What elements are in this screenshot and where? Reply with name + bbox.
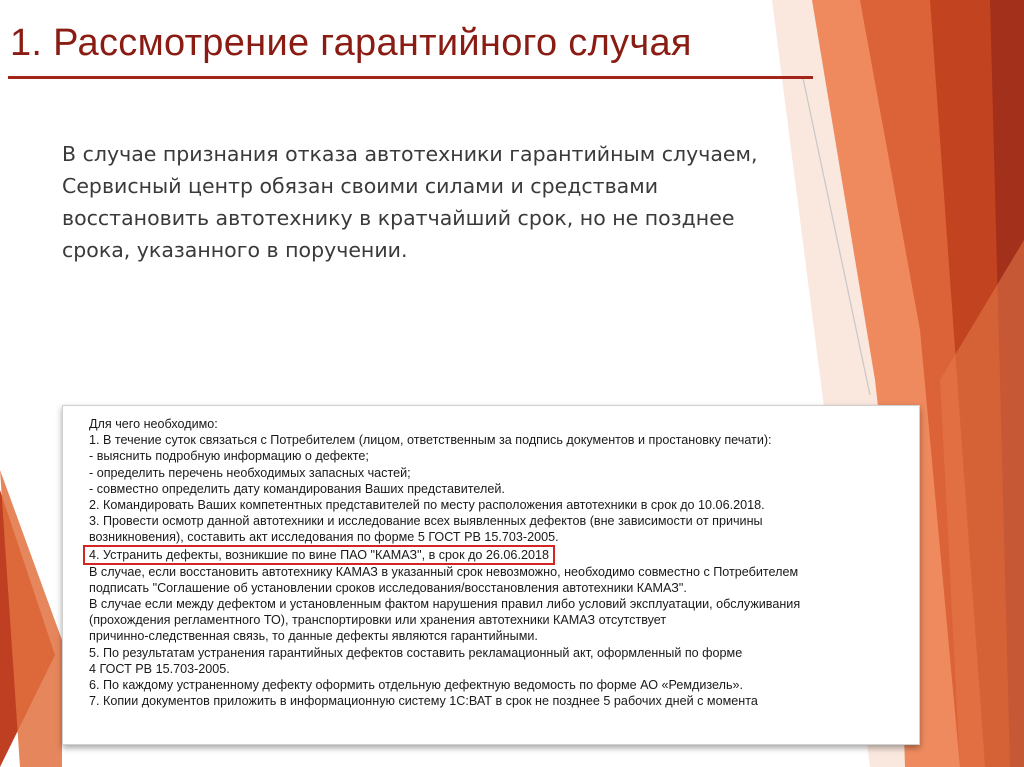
- document-excerpt-image: [62, 405, 920, 745]
- doc-line: 4 ГОСТ РВ 15.703-2005.: [89, 661, 230, 676]
- doc-line: 7. Копии документов приложить в информационную систему 1С:ВАТ в срок не позднее 5 рабочих дней с момента: [89, 694, 758, 709]
- doc-line: 2. Командировать Ваших компетентных представителей по месту расположения автотехники в срок до 10.06.2018.: [89, 498, 765, 513]
- doc-line: - выяснить подробную информацию о дефекте;: [89, 449, 369, 464]
- doc-line: 3. Провести осмотр данной автотехники и исследование всех выявленных дефектов (вне зависимости от причины: [89, 514, 763, 529]
- doc-line: - определить перечень необходимых запасных частей;: [89, 465, 411, 480]
- doc-line: Для чего необходимо:: [89, 417, 218, 431]
- slide-paragraph: [62, 138, 842, 266]
- title-underline: [8, 76, 813, 79]
- doc-line: В случае если между дефектом и установленным фактом нарушения правил либо условий эксплуатации, обслуживания: [89, 597, 801, 612]
- slide-title: 1. Рассмотрение гарантийного случая: [10, 22, 692, 64]
- doc-line: причинно-следственная связь, то данные дефекты являются гарантийными.: [89, 629, 538, 644]
- doc-line: 5. По результатам устранения гарантийных дефектов составить рекламационный акт, оформленный по форме: [89, 645, 743, 660]
- highlighted-doc-line: 4. Устранить дефекты, возникшие по вине ПАО "КАМАЗ", в срок до 26.06.2018: [85, 547, 553, 563]
- paragraph-line: восстановить автотехнику в кратчайший срок, но не позднее: [62, 206, 735, 230]
- doc-line: возникновения), составить акт исследования по форме 5 ГОСТ РВ 15.703-2005.: [89, 530, 559, 545]
- paragraph-line: В случае признания отказа автотехники гарантийным случаем,: [62, 142, 758, 166]
- doc-line: 1. В течение суток связаться с Потребителем (лицом, ответственным за подпись документов и простановку печати):: [89, 433, 772, 448]
- paragraph-line: срока, указанного в поручении.: [62, 238, 408, 262]
- doc-line: подписать "Соглашение об установлении сроков исследования/восстановления автотехники КАМАЗ".: [89, 580, 687, 595]
- paragraph-line: Сервисный центр обязан своими силами и средствами: [62, 174, 659, 198]
- doc-line: В случае, если восстановить автотехнику КАМАЗ в указанный срок невозможно, необходимо совместно с Потребителем: [89, 564, 799, 579]
- doc-line: 6. По каждому устраненному дефекту оформить отдельную дефектную ведомость по форме АО «Ремдизель».: [89, 678, 744, 693]
- doc-line: - совместно определить дату командирования Ваших представителей.: [89, 481, 505, 496]
- doc-line: (прохождения регламентного ТО), транспортировки или хранения автотехники КАМАЗ отсутствует: [89, 613, 667, 628]
